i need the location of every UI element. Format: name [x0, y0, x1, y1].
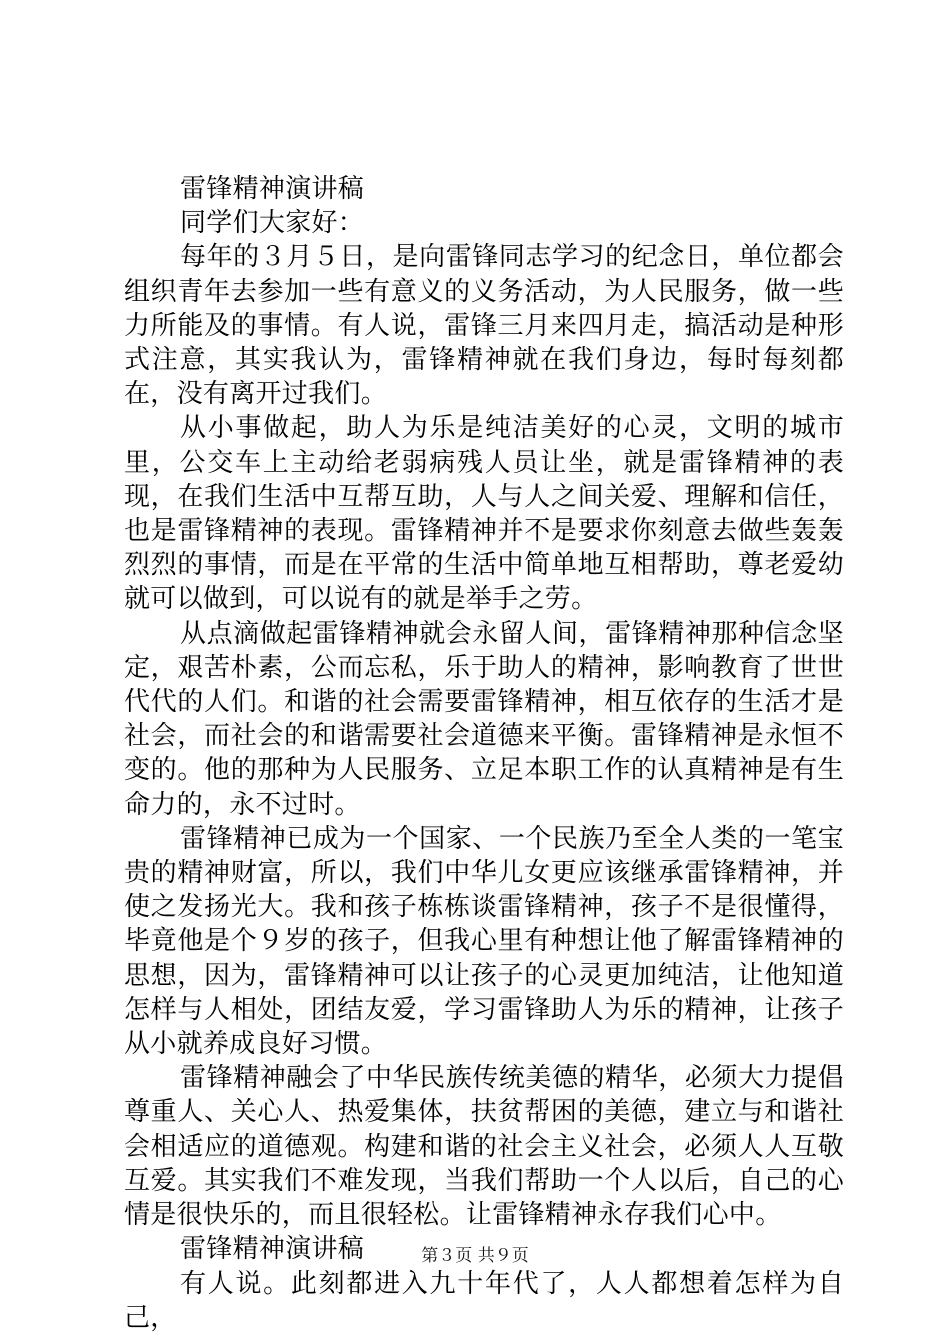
paragraph: 每年的３月５日，是向雷锋同志学习的纪念日，单位都会组织青年去参加一些有意义的义务活动，为人民服务，做一些力所能及的事情。有人说，雷锋三月来四月走，搞活动是种形式注意，其实我认为，雷锋精神就在我们身边，每时每刻都在，没有离开过我们。 [124, 242, 844, 410]
greeting: 同学们大家好： [180, 208, 365, 239]
speech-title: 雷锋精神演讲稿 [180, 1234, 365, 1265]
paragraph: 从点滴做起雷锋精神就会永留人间，雷锋精神那种信念坚定，艰苦朴素，公而忘私，乐于助人的精神，影响教育了世世代代的人们。和谐的社会需要雷锋精神，相互依存的生活才是社会，而社会的和谐需要社会道德来平衡。雷锋精神是永恒不变的。他的那种为人民服务、立足本职工作的认真精神是有生命力的，永不过时。 [124, 618, 844, 820]
paragraph: 雷锋精神已成为一个国家、一个民族乃至全人类的一笔宝贵的精神财富，所以，我们中华儿女更应该继承雷锋精神，并使之发扬光大。我和孩子栋栋谈雷锋精神，孩子不是很懂得，毕竟他是个９岁的孩子，但我心里有种想让他了解雷锋精神的思想，因为，雷锋精神可以让孩子的心灵更加纯洁，让他知道怎样与人相处，团结友爱，学习雷锋助人为乐的精神，让孩子从小就养成良好习惯。 [124, 823, 844, 1060]
paragraph: 从小事做起，助人为乐是纯洁美好的心灵，文明的城市里，公交车上主动给老弱病残人员让坐，就是雷锋精神的表现，在我们生活中互帮互助，人与人之间关爱、理解和信任，也是雷锋精神的表现。雷锋精神并不是要求你刻意去做些轰轰烈烈的事情，而是在平常的生活中简单地互相帮助，尊老爱幼就可以做到，可以说有的就是举手之劳。 [124, 413, 844, 615]
paragraph: 雷锋精神融会了中华民族传统美德的精华，必须大力提倡尊重人、关心人、热爱集体，扶贫帮困的美德，建立与和谐社会相适应的道德观。构建和谐的社会主义社会，必须人人互敬互爱。其实我们不难发现，当我们帮助一个人以后，自己的心情是很快乐的，而且很轻松。让雷锋精神永存我们心中。 [124, 1063, 844, 1231]
page-footer: 第３页 共９页 [421, 1246, 529, 1266]
paragraph: 有人说。此刻都进入九十年代了，人人都想着怎样为自己， [124, 1268, 844, 1333]
speech-title: 雷锋精神演讲稿 [180, 174, 365, 204]
document-body [124, 172, 844, 1335]
